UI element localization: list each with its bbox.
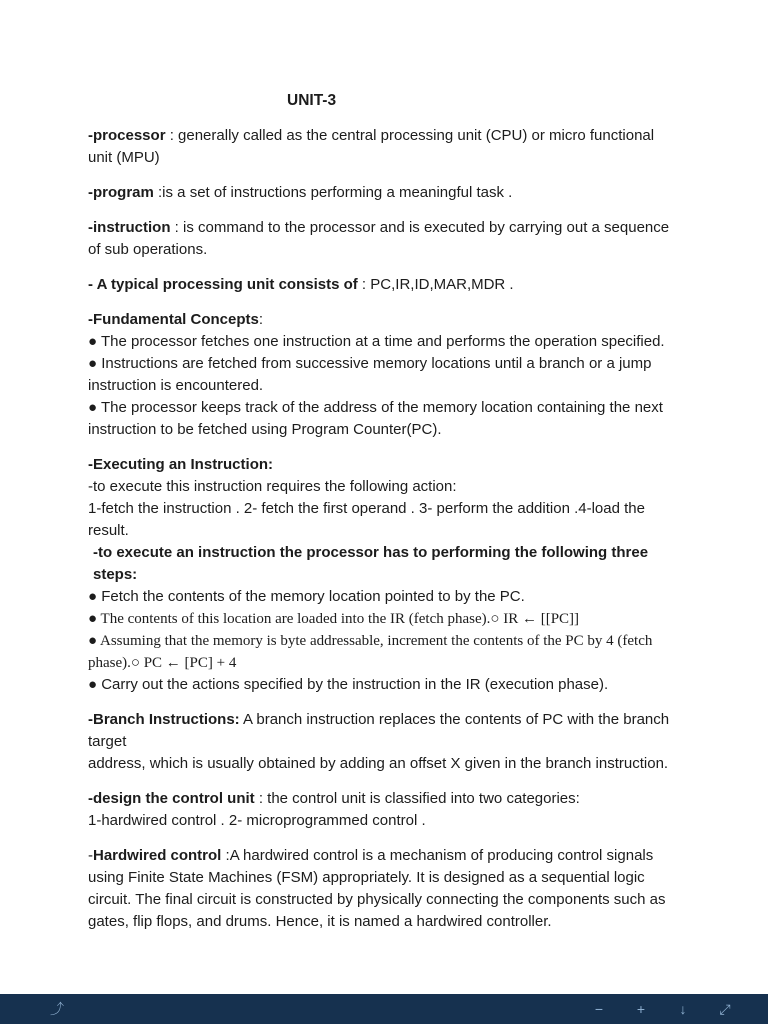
fundamental-bullet-2: ● Instructions are fetched from successive memory locations until a branch or a jump instruction is encountered.	[88, 355, 652, 394]
hardwired-dash: -	[88, 847, 93, 864]
definition-processor-text: : generally called as the central processing unit (CPU) or micro functional unit (MPU)	[88, 127, 655, 166]
executing-bullet-2: ● The contents of this location are loaded into the IR (fetch phase).○ IR ← [[PC]]	[88, 611, 580, 627]
design-line-2: 1-hardwired control . 2- microprogrammed control .	[88, 812, 426, 829]
fullscreen-icon[interactable]: ⤢	[719, 1001, 731, 1017]
branch-text: A branch instruction replaces the contents of PC with the branch target	[88, 711, 670, 750]
fundamental-heading-text: -Fundamental Concepts	[88, 311, 259, 328]
executing-bullet-3: ● Assuming that the memory is byte addressable, increment the contents of the PC by 4 (fetch phase).○ PC ← [PC] + 4	[88, 633, 653, 671]
section-hardwired-control	[88, 845, 680, 933]
branch-line-2: address, which is usually obtained by adding an offset X given in the branch instruction.	[88, 755, 669, 772]
zoom-out-icon[interactable]: −	[594, 1001, 604, 1017]
reader-bottom-bar	[0, 994, 768, 1024]
term-instruction: -instruction	[88, 219, 171, 236]
definition-program-text: :is a set of instructions performing a meaningful task .	[153, 184, 513, 201]
definition-instruction	[88, 217, 680, 261]
section-branch-instructions	[88, 709, 680, 775]
bottom-bar-left-group	[48, 994, 66, 1024]
definition-typical-unit	[88, 274, 680, 296]
fundamental-heading	[88, 309, 680, 331]
design-paragraph	[88, 788, 680, 810]
definition-processor	[88, 125, 680, 169]
fundamental-heading-colon: :	[258, 311, 264, 328]
fundamental-bullet-3: ● The processor keeps track of the address of the memory location containing the next instruction to be fetched using Program Counter(PC).	[88, 399, 663, 438]
term-branch-instructions: -Branch Instructions:	[88, 711, 240, 728]
executing-line-1: -to execute this instruction requires the following action:	[88, 478, 457, 495]
executing-line-2: 1-fetch the instruction . 2- fetch the first operand . 3- perform the addition .4-load the result.	[88, 500, 645, 539]
hardwired-paragraph	[88, 845, 680, 933]
definition-program	[88, 182, 680, 204]
hardwired-text: :A hardwired control is a mechanism of producing control signals using Finite State Machines (FSM) appropriately. It is designed as a sequential logic circuit. The final circuit is constructed by physically connecting the components such as gates, flip flops, and drums. Hence, it is named a hardwired controller.	[88, 847, 666, 930]
page-title: UNIT-3	[287, 92, 337, 109]
share-icon[interactable]: ⤴	[50, 1001, 64, 1017]
term-processor: -processor	[88, 127, 166, 144]
executing-bullet-1: ● Fetch the contents of the memory location pointed to by the PC.	[88, 588, 525, 605]
executing-heading: -Executing an Instruction:	[88, 456, 274, 473]
branch-paragraph	[88, 709, 680, 753]
design-text: : the control unit is classified into two categories:	[254, 790, 580, 807]
term-program: -program	[88, 184, 154, 201]
term-design-control-unit: -design the control unit	[88, 790, 255, 807]
term-hardwired-control: Hardwired control	[93, 847, 222, 864]
download-icon[interactable]: ↓	[679, 1001, 687, 1017]
definition-instruction-text: : is command to the processor and is executed by carrying out a sequence of sub operations.	[88, 219, 670, 258]
section-executing-instruction	[88, 454, 680, 696]
term-typical-unit: - A typical processing unit consists of	[88, 276, 358, 293]
section-fundamental-concepts	[88, 309, 680, 441]
bottom-bar-right-group	[590, 994, 734, 1024]
definition-typical-unit-text: : PC,IR,ID,MAR,MDR .	[357, 276, 514, 293]
section-design-control-unit	[88, 788, 680, 832]
fundamental-bullet-1: ● The processor fetches one instruction at a time and performs the operation specified.	[88, 333, 665, 350]
executing-three-steps-heading: -to execute an instruction the processor has to performing the following three steps:	[93, 544, 649, 583]
zoom-in-icon[interactable]: +	[636, 1001, 646, 1017]
executing-bullet-4: ● Carry out the actions specified by the instruction in the IR (execution phase).	[88, 676, 609, 693]
